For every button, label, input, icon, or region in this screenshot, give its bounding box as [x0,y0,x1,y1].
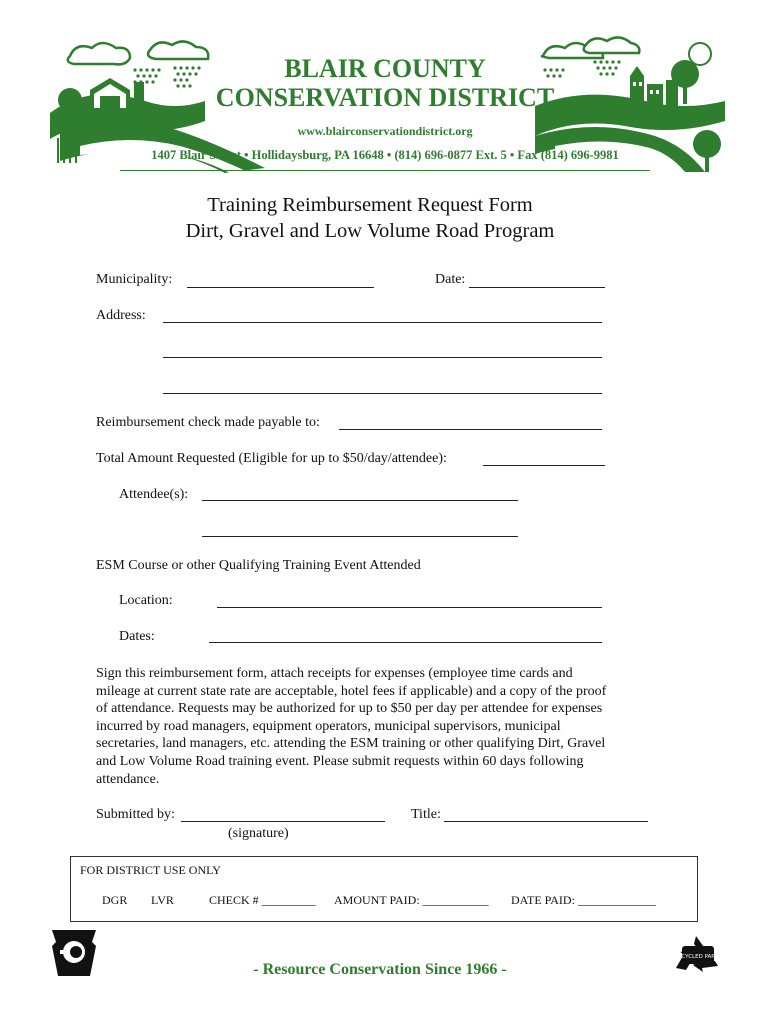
location-field[interactable] [217,607,602,608]
title-field[interactable] [444,821,648,822]
location-label: Location: [119,593,173,608]
signature-note: (signature) [228,826,289,841]
attendees-field-line2[interactable] [202,536,518,537]
payable-to-label: Reimbursement check made payable to: [96,415,320,430]
district-use-box [70,856,698,922]
instructions-line: of attendance. Requests may be authorized for up to $50 per day per attendee for expenses [96,701,603,717]
address-field-line3[interactable] [163,393,602,394]
address-field-line1[interactable] [163,322,602,323]
recycled-paper-icon [668,930,726,982]
form-title: Training Reimbursement Request Form [207,194,533,216]
date-field[interactable] [469,287,605,288]
instructions-line: and Low Volume Road training event. Please submit requests within 60 days following [96,753,584,769]
dgr-checkbox-label[interactable]: DGR [102,893,128,907]
municipality-field[interactable] [187,287,374,288]
event-heading: ESM Course or other Qualifying Training Event Attended [96,558,421,573]
attendees-label: Attendee(s): [119,487,189,502]
dates-field[interactable] [209,642,602,643]
municipality-label: Municipality: [96,272,173,287]
website-link[interactable]: www.blairconservationdistrict.org [297,124,473,138]
title-label: Title: [411,807,441,822]
form-subtitle: Dirt, Gravel and Low Volume Road Program [185,220,555,242]
instructions-line: incurred by road managers, equipment operators, municipal supervisors, municipal [96,718,561,734]
district-use-heading: FOR DISTRICT USE ONLY [80,863,221,877]
attendees-field-line1[interactable] [202,500,518,501]
address-label: Address: [96,308,146,323]
date-paid-field[interactable]: DATE PAID: _____________ [511,893,656,907]
total-amount-field[interactable] [483,465,605,466]
instructions-line: mileage at current state rate are acceptable, hotel fees if applicable) and a copy of the proof [96,683,607,699]
submitted-by-label: Submitted by: [96,807,175,822]
instructions-line: Sign this reimbursement form, attach receipts for expenses (employee time cards and [96,666,573,681]
instructions-line: attendance. [96,771,160,787]
amount-paid-field[interactable]: AMOUNT PAID: ___________ [334,893,489,907]
header-rule [120,170,650,171]
instructions-paragraph [96,665,666,788]
date-label: Date: [435,272,466,287]
recycled-paper-text: RECYCLED PAPER [674,954,722,960]
dates-label: Dates: [119,629,155,644]
instructions-line: secretaries, land managers, etc. attending the ESM training or other qualifying Dirt, Gravel [96,736,606,752]
org-name-line1: BLAIR COUNTY [284,54,486,83]
address-field-line2[interactable] [163,357,602,358]
contact-address-line: 1407 Blair Street • Hollidaysburg, PA 16648 • (814) 696-0877 Ext. 5 • Fax (814) 696-9981 [151,148,619,162]
submitted-by-field[interactable] [181,821,385,822]
org-name-line2: CONSERVATION DISTRICT [215,83,555,112]
total-amount-label: Total Amount Requested (Eligible for up to $50/day/attendee): [96,451,447,466]
lvr-checkbox-label[interactable]: LVR [151,893,174,907]
footer-tagline: - Resource Conservation Since 1966 - [253,961,507,978]
check-number-field[interactable]: CHECK # _________ [209,893,316,907]
payable-to-field[interactable] [339,429,602,430]
